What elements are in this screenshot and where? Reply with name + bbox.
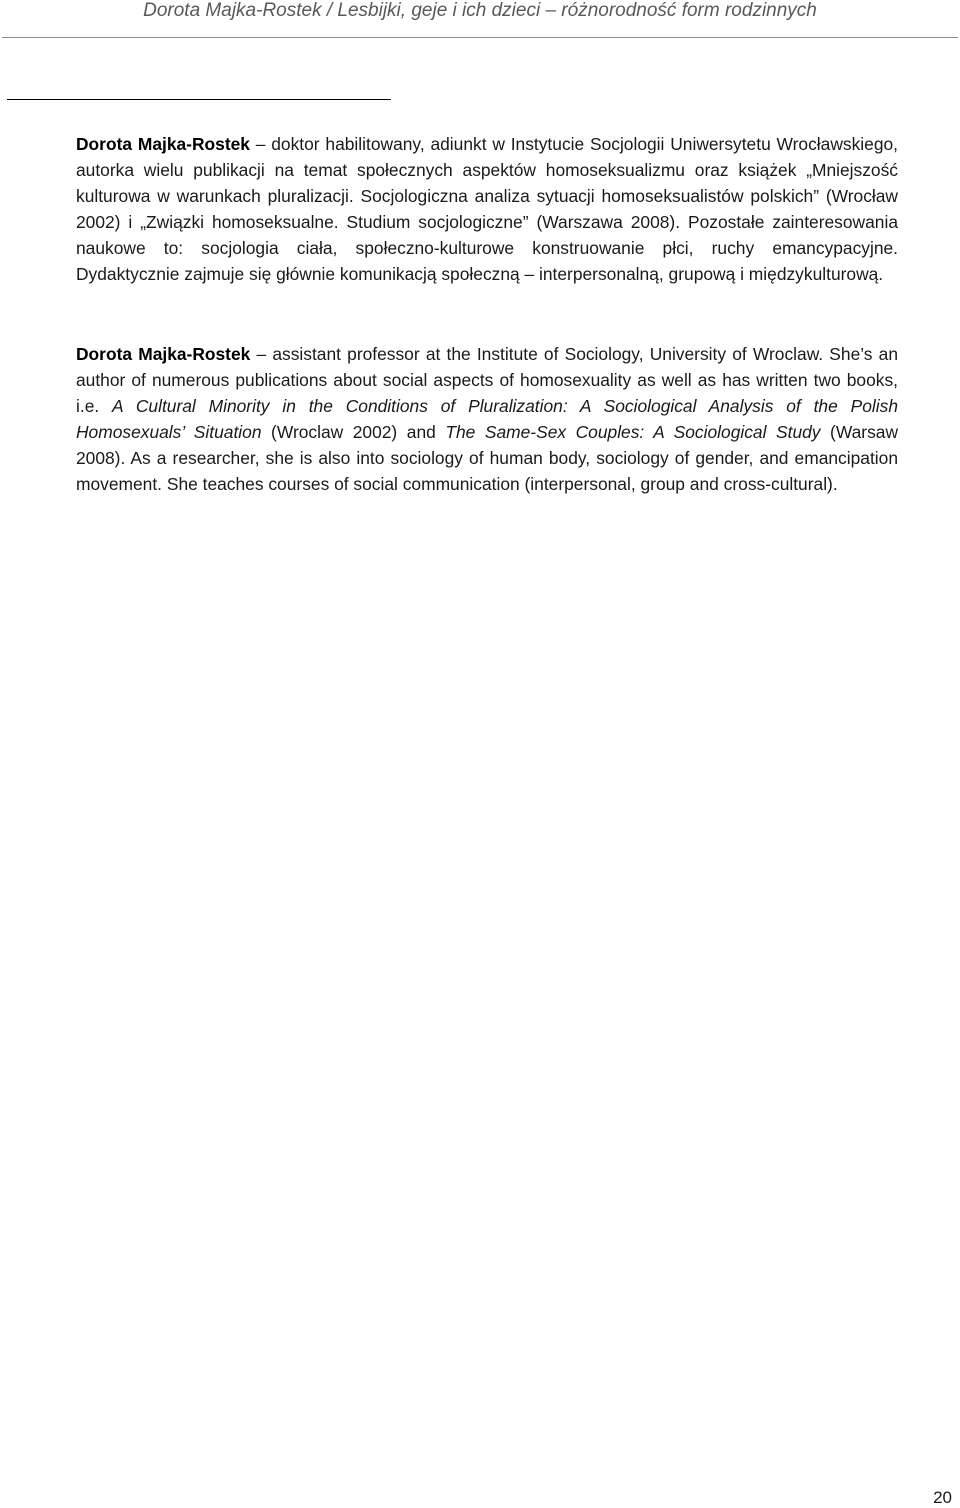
author-bio-polish [76, 131, 898, 287]
header-divider [2, 37, 958, 38]
author-name: Dorota Majka-Rostek [76, 134, 250, 154]
bio-text: – assistant professor at the Institute of Sociology, University of Wroclaw. She’s an author of numerous publications about social aspects of homosexuality as well as has written two books, i.e. [76, 344, 898, 416]
running-header: Dorota Majka-Rostek / Lesbijki, geje i ich dzieci – różnorodność form rodzinnych [143, 0, 817, 21]
bio-text: – doktor habilitowany, adiunkt w Instytucie Socjologii Uniwersytetu Wrocławskiego, autorka wielu publikacji na temat społecznych aspektów homoseksualizmu oraz książek „Mniejszość kulturowa w warunkach pluralizacji. Socjologiczna analiza sytuacji homoseksualistów polskich” (Wrocław 2002) i „Związki homoseksualne. Studium socjologiczne” (Warszawa 2008). Pozostałe zainteresowania naukowe to: socjologia ciała, społeczno-kulturowe konstruowanie płci, ruchy emancypacyjne. Dydaktycznie zajmuje się głównie komunikacją społeczną – interpersonalną, grupową i międzykulturową. [76, 134, 898, 284]
author-bio-english [76, 341, 898, 497]
footnote-separator [7, 99, 391, 100]
bio-text: (Wroclaw 2002) and [261, 422, 446, 442]
book-title: The Same-Sex Couples: A Sociological Study [445, 422, 821, 442]
author-name: Dorota Majka-Rostek [76, 344, 251, 364]
book-title: A Cultural Minority in the Conditions of Pluralization: A Sociological Analysis of the Polish Homosexuals’ Situation [76, 396, 898, 442]
bio-text: (Warsaw 2008). As a researcher, she is also into sociology of human body, sociology of gender, and emancipation movement. She teaches courses of social communication (interpersonal, group and cross-cultural). [76, 422, 899, 494]
page-number: 20 [933, 1488, 952, 1507]
